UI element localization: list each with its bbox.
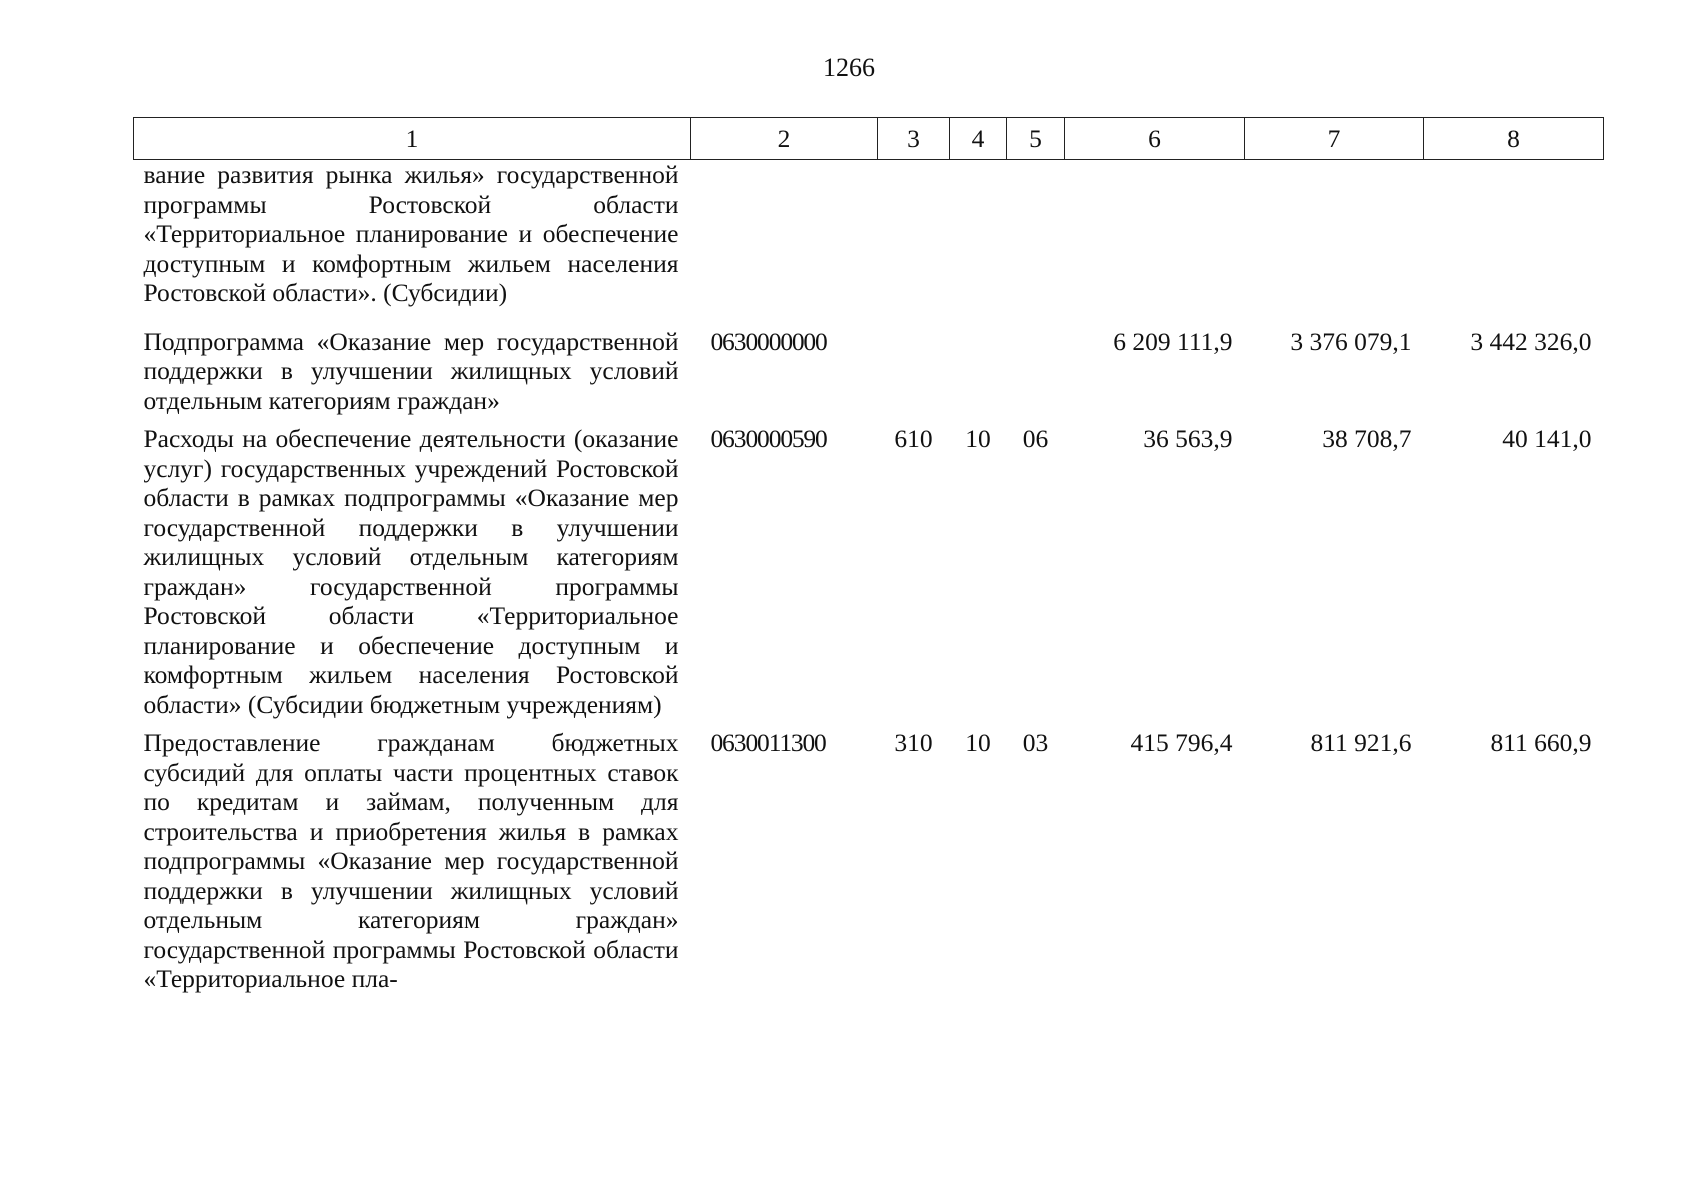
header-row <box>134 118 1604 160</box>
row-target-code: 06 3 00 00590 <box>710 424 827 453</box>
column-header-7: 7 <box>1245 118 1424 160</box>
row-expense-type: 610 <box>894 424 933 453</box>
row-target-code: 06 3 00 00000 <box>710 326 827 356</box>
column-header-3: 3 <box>878 118 950 160</box>
row-amount-col6: 415 796,4 <box>1130 728 1233 757</box>
row-description: Предоставление гражданам бюджетных субсидий для оплаты части процентных ставок по кредитам и займам, полученным для строительства и приобретения жилья в рамках подпрограммы «Оказание мер государственной поддержки в улучшении жилищных условий отдельным категориям граждан» государственной программы Ростовской области «Территориальное пла- <box>143 728 679 993</box>
row-subsection: 06 <box>1022 424 1049 453</box>
column-header-5: 5 <box>1007 118 1065 160</box>
budget-table <box>133 117 1604 994</box>
row-amount-col8: 40 141,0 <box>1502 424 1592 453</box>
row-section <box>950 318 1007 416</box>
row-section: 10 <box>965 728 991 757</box>
row-section: 10 <box>965 424 991 453</box>
row-target-code <box>691 160 878 318</box>
row-expense-type: 310 <box>894 728 933 757</box>
row-amount-col7: 3 376 079,1 <box>1290 326 1412 356</box>
table-header <box>134 118 1604 160</box>
column-header-1: 1 <box>134 118 691 160</box>
column-header-2: 2 <box>691 118 878 160</box>
row-amount-col7: 811 921,6 <box>1310 728 1412 757</box>
table-row <box>134 719 1604 994</box>
row-expense-type <box>878 160 950 318</box>
row-description: вание развития рынка жилья» государственной программы Ростовской области «Территориальное планирование и обеспечение доступным и комфортным жильем населения Ростовской области». (Субсидии) <box>143 160 679 307</box>
row-amount-col8: 811 660,9 <box>1490 728 1592 757</box>
row-amount-col6: 6 209 111,9 <box>1113 326 1233 356</box>
row-amount-col8 <box>1424 160 1604 318</box>
row-amount-col7 <box>1245 160 1424 318</box>
row-target-code: 06 3 00 11300 <box>710 728 826 757</box>
table-row <box>134 318 1604 416</box>
row-amount-col6 <box>1065 160 1245 318</box>
row-section <box>950 160 1007 318</box>
row-subsection <box>1007 160 1065 318</box>
column-header-6: 6 <box>1065 118 1245 160</box>
row-subsection <box>1007 318 1065 416</box>
table-row <box>134 160 1604 318</box>
column-header-4: 4 <box>950 118 1007 160</box>
row-amount-col8: 3 442 326,0 <box>1470 326 1592 356</box>
page-number: 1266 <box>823 53 875 82</box>
row-amount-col7: 38 708,7 <box>1322 424 1412 453</box>
table-row <box>134 415 1604 719</box>
table-body <box>134 160 1604 994</box>
row-expense-type <box>878 318 950 416</box>
row-amount-col6: 36 563,9 <box>1143 424 1233 453</box>
row-subsection: 03 <box>1022 728 1049 757</box>
column-header-8: 8 <box>1424 118 1604 160</box>
budget-table-container <box>133 117 1603 994</box>
row-description: Расходы на обеспечение деятельности (оказание услуг) государственных учреждений Ростовской области в рамках подпрограммы «Оказание мер государственной поддержки в улучшении жилищных условий отдельным категориям граждан» государственной программы Ростовской области «Территориальное планирование и обеспечение доступным и комфортным жильем населения Ростовской области» (Субсидии бюджетным учреждениям) <box>143 424 679 719</box>
row-description: Подпрограмма «Оказание мер государственной поддержки в улучшении жилищных условий отдельным категориям граждан» <box>143 326 679 415</box>
